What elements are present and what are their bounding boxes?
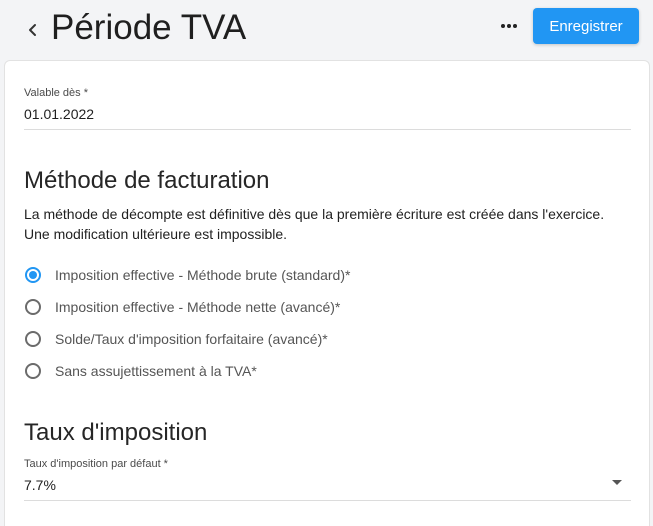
tax-rate-title: Taux d'imposition (24, 419, 208, 446)
chevron-left-icon (27, 22, 39, 38)
save-button[interactable]: Enregistrer (533, 8, 639, 44)
radio-option-label: Imposition effective - Méthode nette (avancé)* (55, 299, 341, 315)
more-options-button[interactable] (496, 16, 522, 36)
page-header (0, 0, 653, 60)
back-button[interactable] (22, 16, 44, 44)
page-title: Période TVA (51, 8, 247, 47)
radio-option-label: Solde/Taux d'imposition forfaitaire (avancé)* (55, 331, 328, 347)
default-tax-rate-label: Taux d'imposition par défaut * (24, 458, 168, 470)
radio-option-no-vat[interactable] (25, 359, 257, 383)
form-card (4, 60, 650, 526)
billing-method-description: La méthode de décompte est définitive dès que la première écriture est créée dans l'exercice. Une modification ultérieure est impossible. (24, 206, 605, 242)
billing-method-title: Méthode de facturation (24, 167, 270, 194)
radio-button-selected[interactable] (25, 267, 41, 283)
radio-option-label: Sans assujettissement à la TVA* (55, 363, 257, 379)
radio-option-flat-rate[interactable] (25, 327, 328, 351)
radio-option-label: Imposition effective - Méthode brute (standard)* (55, 267, 351, 283)
valid-from-label: Valable dès * (24, 87, 89, 99)
radio-option-gross-method[interactable] (25, 263, 350, 287)
tax-rate-underline (24, 500, 631, 501)
radio-button[interactable] (25, 363, 41, 379)
radio-option-net-method[interactable] (25, 295, 340, 319)
default-tax-rate-select[interactable]: 7.7% (24, 477, 56, 493)
caret-down-icon[interactable] (612, 480, 622, 485)
radio-button[interactable] (25, 331, 41, 347)
radio-button[interactable] (25, 299, 41, 315)
more-horizontal-icon (500, 23, 518, 29)
valid-from-underline (24, 129, 631, 130)
valid-from-field[interactable]: 01.01.2022 (24, 106, 95, 122)
